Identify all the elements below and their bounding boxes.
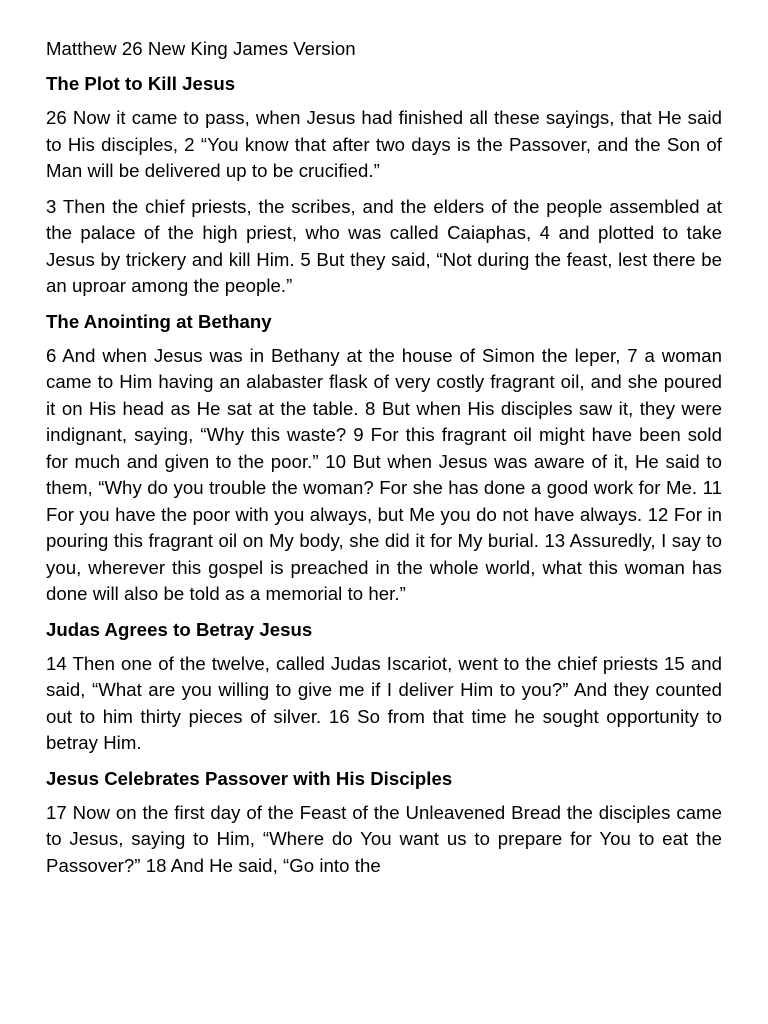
paragraph: 14 Then one of the twelve, called Judas Iscariot, went to the chief priests 15 and said, “What are you willing to give me if I deliver Him to you?” And they counted out to him thirty pieces of silver. 16 So from that time he sought opportunity to betray Him. [46, 652, 722, 753]
paragraph: 3 Then the chief priests, the scribes, and the elders of the people assembled at the palace of the high priest, who was called Caiaphas, 4 and plotted to take Jesus by trickery and kill Him. 5 But they said, “Not during the feast, lest there be an uproar among the people.” [46, 195, 722, 296]
paragraph: 17 Now on the first day of the Feast of the Unleavened Bread the disciples came to Jesus, saying to Him, “Where do You want us to prepare for You to eat the Passover?” 18 And He said, “Go into the [46, 801, 722, 876]
section-judas-agrees [46, 617, 722, 757]
section-anointing-at-bethany [46, 309, 722, 608]
section-plot-to-kill-jesus [46, 71, 722, 300]
document-page [46, 36, 722, 879]
section-heading: The Plot to Kill Jesus [46, 73, 236, 94]
document-title: Matthew 26 New King James Version [46, 38, 356, 59]
paragraph: 6 And when Jesus was in Bethany at the house of Simon the leper, 7 a woman came to Him having an alabaster flask of very costly fragrant oil, and she poured it on His head as He sat at the table. 8 But when His disciples saw it, they were indignant, saying, “Why this waste? 9 For this fragrant oil might have been sold for much and given to the poor.” 10 But when Jesus was aware of it, He said to them, “Why do you trouble the woman? For she has done a good work for Me. 11 For you have the poor with you always, but Me you do not have always. 12 For in pouring this fragrant oil on My body, she did it for My burial. 13 Assuredly, I say to you, wherever this gospel is preached in the whole world, what this woman has done will also be told as a memorial to her.” [46, 344, 722, 604]
section-heading: Jesus Celebrates Passover with His Disciples [46, 767, 453, 789]
section-heading: Judas Agrees to Betray Jesus [46, 618, 313, 640]
section-heading: The Anointing at Bethany [46, 310, 272, 332]
paragraph: 26 Now it came to pass, when Jesus had finished all these sayings, that He said to His disciples, 2 “You know that after two days is the Passover, and the Son of Man will be delivered up to be crucified.” [46, 107, 722, 181]
section-passover [46, 766, 722, 880]
